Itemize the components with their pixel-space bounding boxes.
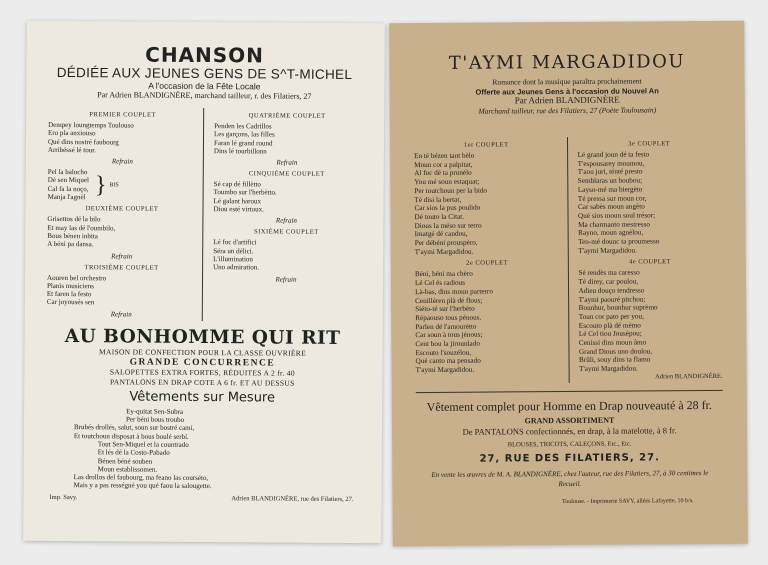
verse-line: Ten-mé dounc ta proumesso xyxy=(578,237,660,246)
couplet-title: 4e COUPLET xyxy=(629,258,672,267)
verse-line: Lé foc d'artifici xyxy=(213,238,257,247)
subtitle-line: Marchand tailleur, rue des Filatiers, 27 (Poète Toulousain) xyxy=(478,104,657,116)
verse-line: Toumbo sur l'herbètto. xyxy=(213,188,277,197)
couplet xyxy=(47,263,196,318)
verse-line: Semblaras un boubou; xyxy=(577,176,643,186)
verse-line: Car soun à tous jénous; xyxy=(415,330,483,340)
sale-note: En vente les œuvres de M. A. BLANDIGNÈRE, chez l'auteur, rue des Filatiers, 27, à 30 centimes le Recueil. xyxy=(431,469,709,488)
verse-line: Uno admiration. xyxy=(213,263,260,272)
subtitle-line: Par Adrien BLANDIGNÈRE xyxy=(514,94,620,106)
verse-line: Lé grand joun dé ta festo xyxy=(577,150,650,159)
verse-line: Per toutchoun per la bido xyxy=(414,186,488,195)
left-footer xyxy=(45,494,357,503)
verse-line: Faran lé grand round xyxy=(213,138,273,148)
verse-line: Les garçons, las filles xyxy=(214,130,275,139)
couplet-title: SIXIÈME COUPLET xyxy=(253,228,319,237)
ad-heading: GRAND ASSORTIMENT xyxy=(524,415,615,425)
couplet-title: CINQUIÈME COUPLET xyxy=(248,170,325,179)
verse-line: Lé Cel és radious xyxy=(414,278,466,288)
refrain-label: Refrain xyxy=(111,251,133,261)
couplet xyxy=(214,112,360,167)
couplet-title: 1er COUPLET xyxy=(463,141,509,149)
couplet xyxy=(578,258,722,373)
left-dedication: DÉDIÉE AUX JEUNES GENS DE S^T-MICHEL xyxy=(56,64,353,83)
verse-line: Escouto plà dé mèmo xyxy=(578,321,641,330)
poem-line: Et lés dé la Costo-Pabado xyxy=(97,448,170,457)
shop-description: MAISON DE CONFECTION POUR LA CLASSE OUVRIÈRE xyxy=(98,347,307,358)
verse-line: Car sios la pus poulido xyxy=(414,203,481,213)
poem-line: Et toutchoun disposat à bous boulé serbí. xyxy=(73,431,189,441)
couplet-title: 2e COUPLET xyxy=(466,259,509,268)
verse-line: Béni, béni ma chèro xyxy=(414,270,473,279)
verse-line: Al foc dé ta prunèlo xyxy=(414,169,472,178)
verse-line: Qué canto ma pensado xyxy=(415,357,481,366)
poem-line: Las drollos del faubourg, ma feano las courséto, xyxy=(73,473,209,483)
poem-line: Per béni bous troubo xyxy=(126,415,185,424)
verse-line: Té direy, car poulou, xyxy=(578,277,639,287)
address-line: 27, RUE DES FILATIERS, 27. xyxy=(479,452,660,465)
left-title: CHANSON xyxy=(145,42,265,68)
verse-line: Brûli, souy dins ta flamo xyxy=(579,355,651,365)
ad-line: SALOPETTES EXTRA FORTES, RÉDUITES A 2 fr. 40 xyxy=(109,367,295,378)
refrain-label: Refrain xyxy=(275,275,297,284)
couplet xyxy=(213,170,359,225)
verse-line: Lé Cel tiou Jousèpou; xyxy=(578,329,642,339)
bis-bracket: } xyxy=(94,172,107,199)
couplet xyxy=(414,141,559,256)
verse-line: Penden les Cadrillos xyxy=(214,122,272,131)
verse-line: Sé rendès ma caresso xyxy=(578,268,640,278)
verse-line: T'aymi Margadidou. xyxy=(578,246,637,255)
verse-line: Diou esté virtoux. xyxy=(213,205,264,214)
couplet-title: PREMIER COUPLET xyxy=(89,111,156,119)
couplet xyxy=(415,260,560,375)
ad-line: Vêtement complet pour Homme en Drap nouveauté à 28 fr. xyxy=(426,397,713,414)
poem-line: Bénen béné souben xyxy=(97,456,153,466)
right-couplets xyxy=(414,136,723,384)
verse-line: Pel la balocho xyxy=(47,168,88,177)
right-couplets-col2 xyxy=(567,136,722,383)
couplet-refrain xyxy=(48,168,197,202)
verse-line: Cenissi dins moun âmo xyxy=(578,338,647,347)
verse-line: Bounhur, bounhur suprèmo xyxy=(578,303,658,313)
verse-line: Ero pla anxiouso xyxy=(48,129,96,138)
verse-line: T'aymi paouré pitchou; xyxy=(578,295,646,304)
couplet-title: QUATRIÈME COUPLET xyxy=(248,112,326,120)
verse-line: Et may las dé l'oumbilo, xyxy=(47,223,116,233)
verse-line: Cenillèren plà dé flous; xyxy=(415,296,483,305)
bis-label: BIS xyxy=(109,181,119,189)
verse-line: Té disi la bertat, xyxy=(414,195,462,204)
verse-line: Planis musiciens xyxy=(46,281,94,291)
ad-line: PANTALONS EN DRAP COTE A 6 fr. ET AU DESSUS xyxy=(109,377,295,388)
verse-line: T'aymi Margadidou. xyxy=(414,247,474,256)
verse-line: Dious la méso sur terro xyxy=(414,221,482,230)
refrain-label: Refrain xyxy=(111,157,133,166)
right-advertisement xyxy=(416,390,724,509)
printer-name: Imp. Savy. xyxy=(49,493,78,501)
couplet xyxy=(213,228,359,283)
left-sheet xyxy=(23,21,385,543)
refrain-label: Refrain xyxy=(110,310,132,319)
verse-line: Té pressa sur moun cor, xyxy=(577,193,647,203)
poem-line: Moun establissomen. xyxy=(97,465,158,474)
competition-heading: GRANDE CONCURRENCE xyxy=(129,357,276,369)
verse-line: You mé soun estaquat; xyxy=(414,177,480,187)
couplet xyxy=(578,140,722,255)
verse-line: Moun cor a palpitat, xyxy=(414,160,473,169)
verse-line: L'illumination xyxy=(213,255,253,264)
verse-line: Manja l'agnèl xyxy=(47,192,86,202)
ad-line: BLOUSES, TRICOTS, CALEÇONS, Etc., Etc. xyxy=(507,440,632,449)
poem-line: Mais y a pas rességné you qué faou la salougette. xyxy=(73,481,212,491)
signature: Adrien BLANDIGNÈRE, rue des Filatiers, 27. xyxy=(231,494,354,503)
couplet-title: DEUXIÈME COUPLET xyxy=(85,205,159,214)
verse-line: T'espousarey moumou, xyxy=(577,159,645,168)
couplet xyxy=(48,111,197,166)
verse-line: Grand Dious uno doulou, xyxy=(578,347,653,356)
verse-line: Car joyousés sen xyxy=(46,298,95,307)
verse-line: Per débéni prouspèro, xyxy=(414,238,478,248)
right-title: T'AYMI MARGADIDOU xyxy=(448,51,686,74)
verse-line: A béni pa dansa. xyxy=(47,240,94,249)
verse-line: En té bézen tant bèlo xyxy=(414,151,475,161)
ad-line: De PANTALONS confectionnés, en drap, à la matelotte, à 8 fr. xyxy=(462,425,677,437)
verse-line: Cent bou la jirounlado xyxy=(415,339,480,349)
printer-line: Toulouse. - Imprimerie SAVY, allées Lafayette, 10 b/s. xyxy=(562,498,694,506)
right-couplets-col1 xyxy=(414,137,569,384)
verse-line: Dempey loungtemps Toulouso xyxy=(48,120,134,130)
verse-line: Rayno, moun agnèlou, xyxy=(578,228,644,238)
verse-line: Car sabès moun angèto xyxy=(577,202,645,212)
left-couplets xyxy=(47,107,360,322)
verse-line: Qué dins nostré faubourg xyxy=(47,137,119,146)
couplet-title: TROISIÈME COUPLET xyxy=(84,263,159,272)
mesure-heading: Vêtements sur Mesure xyxy=(129,389,276,406)
verse-line: Siéto-té sur l'herbèto xyxy=(415,304,475,314)
poem-line: Brubés drollés, salut, soun sur bostré camí, xyxy=(73,423,195,433)
left-couplets-col2 xyxy=(203,108,360,322)
verse-line: Séra un délici. xyxy=(213,246,254,256)
couplet-title: 3e COUPLET xyxy=(628,140,671,148)
verse-line: Toun cor pato per you, xyxy=(578,312,644,321)
verse-line: Grisettos dé la bilo xyxy=(47,215,101,224)
left-couplets-col1 xyxy=(47,107,204,321)
poem-line: Tout Sen-Miquel et la countrado xyxy=(97,440,189,449)
signature: Adrien BLANDIGNÈRE. xyxy=(655,372,723,381)
verse-line: Qué sios moun soul trésor; xyxy=(578,211,656,220)
verse-line: T'aymi Margadidou. xyxy=(579,364,638,374)
verse-line: Imatgé dé candou, xyxy=(414,230,468,239)
verse-line: Dins lé tourbillonn xyxy=(213,146,267,156)
verse-line: Ma charmanto mestresso xyxy=(578,220,650,229)
verse-line: Arribéssé lé tour. xyxy=(47,145,96,155)
verse-line: Dé sen Miquel xyxy=(47,176,89,185)
verse-line: Répaouso tous pénous. xyxy=(415,313,482,323)
verse-line: Adieu douço tendresso xyxy=(578,286,645,295)
left-author-line: Par Adrien BLANDIGNÈRE, marchand tailleur, r. des Filatiers, 27 xyxy=(97,90,312,101)
verse-line: Parlen dé l'amourètto xyxy=(415,322,477,331)
verse-line: Cal fa la noço, xyxy=(47,184,89,193)
verse-line: Escouto l'souzélou, xyxy=(415,348,472,357)
verse-line: Bous bénen inbita xyxy=(47,231,98,241)
subtitle-line: Offerte aux Jeunes Gens à l'occasion du Nouvel An xyxy=(475,85,659,97)
verse-line: T'aymi Margadidou. xyxy=(415,365,475,375)
subtitle-line: Romance dont la musique paraîtra prochainement xyxy=(492,76,642,87)
verse-line: Aouren bel orchestro xyxy=(46,273,107,282)
verse-line: Là-bas, dins moun parterro xyxy=(415,287,493,296)
poem xyxy=(46,407,359,492)
verse-line: T'aou juri, ténté presto xyxy=(577,167,643,177)
verse-line: Et faren la festo xyxy=(46,290,92,299)
left-occasion: A l'occasion de la Fête Locale xyxy=(148,80,261,92)
right-sheet xyxy=(389,21,748,546)
verse-line: Sé cap dé fillètto xyxy=(213,180,261,189)
shop-name: AU BONHOMME QUI RIT xyxy=(64,325,341,349)
verse-line: Lé galant haroux xyxy=(213,196,262,206)
verse-line: Layso-mé ma biergèto xyxy=(577,185,643,194)
refrain-label: Refrain xyxy=(275,216,297,226)
poem-line: Ey-quitat Sen-Subra xyxy=(126,407,184,416)
couplet xyxy=(47,205,196,260)
refrain-label: Refrain xyxy=(276,158,298,167)
verse-line: Dé touto la Citat. xyxy=(414,212,465,221)
